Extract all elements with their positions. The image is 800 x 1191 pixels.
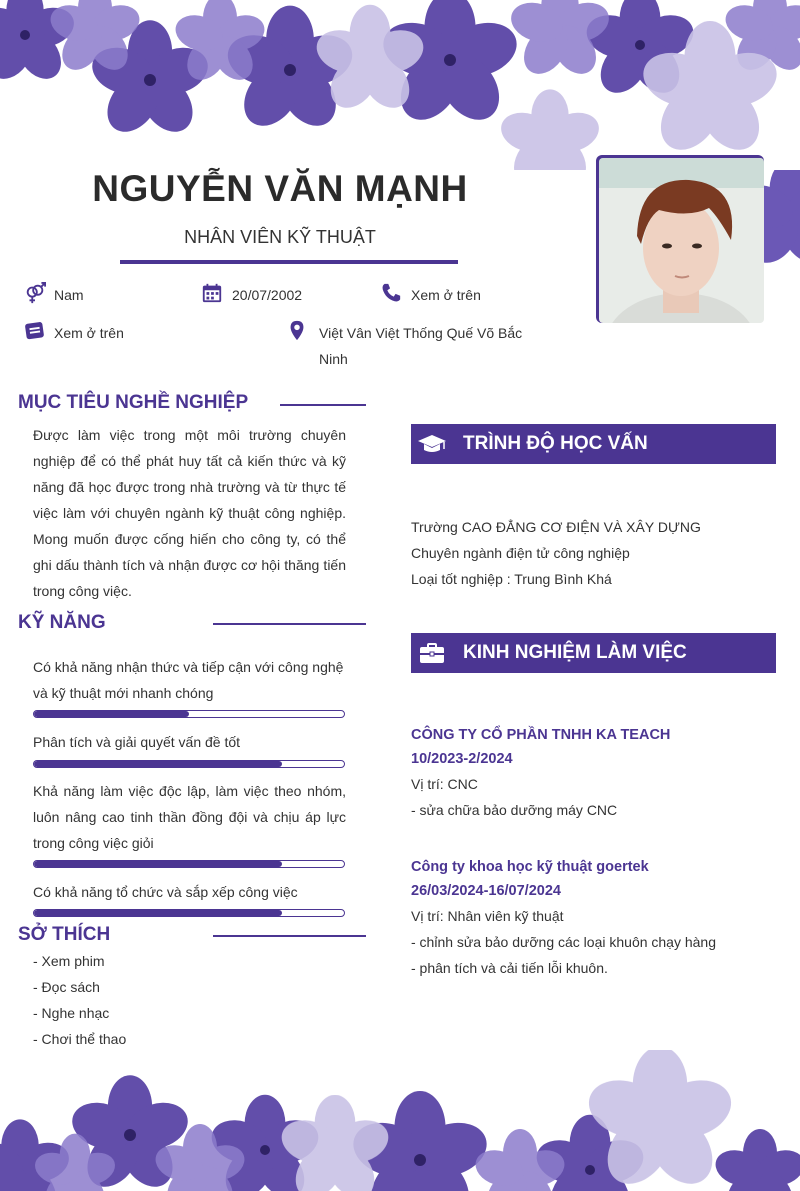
hobbies-list <box>33 948 126 1052</box>
objective-title: MỤC TIÊU NGHỀ NGHIỆP <box>18 392 249 413</box>
hobby-item: - Đọc sách <box>33 979 100 995</box>
address-value <box>319 320 522 372</box>
objective-line: việc làm với chuyên ngành kỹ thuật công nghiệp. <box>33 505 346 521</box>
objective-divider <box>280 404 366 406</box>
education-title: TRÌNH ĐỘ HỌC VẤN <box>463 433 648 454</box>
objective-line: nghiệp để có thể phát huy tất cả kiến thức và kỹ <box>33 453 346 469</box>
education-line: Trường CAO ĐẲNG CƠ ĐIỆN VÀ XÂY DỰNG <box>411 519 701 535</box>
candidate-name: NGUYỄN VĂN MẠNH <box>92 168 468 209</box>
gender-icon <box>24 282 46 304</box>
graduation-cap-icon <box>417 432 447 456</box>
hobby-item: - Nghe nhạc <box>33 1005 110 1021</box>
skill-level-fill <box>34 711 189 717</box>
skill-item <box>33 654 346 706</box>
skill-line: luôn nâng cao tinh thần đồng đội và chịu áp lực <box>33 809 346 825</box>
hobby-item: - Xem phim <box>33 953 105 969</box>
skill-level-bar <box>33 909 345 917</box>
job-period: 26/03/2024-16/07/2024 <box>411 883 561 899</box>
education-line: Chuyên ngành điện tử công nghiệp <box>411 545 630 561</box>
floral-footer-decoration <box>0 1050 800 1191</box>
education-banner <box>411 424 776 464</box>
address-line-1: Việt Vân Việt Thống Quế Võ Bắc <box>319 325 523 341</box>
job-period: 10/2023-2/2024 <box>411 751 513 767</box>
name-divider <box>120 260 458 264</box>
objective-line: Được làm việc trong một môi trường chuyên <box>33 427 346 443</box>
skill-item <box>33 778 346 856</box>
job-detail: - chỉnh sửa bảo dưỡng các loại khuôn chạy hàng <box>411 934 717 950</box>
floral-side-decoration <box>760 170 800 270</box>
job-entry <box>411 723 781 823</box>
job-company: Công ty khoa học kỹ thuật goertek <box>411 859 649 875</box>
objective-line: Mong muốn được cống hiến cho công ty, có thể <box>33 531 346 547</box>
calendar-icon <box>201 282 223 304</box>
skill-line: Có khả năng tổ chức và sắp xếp công việc <box>33 884 298 900</box>
skill-item <box>33 729 346 755</box>
address-line-2: Ninh <box>319 351 348 367</box>
job-entry <box>411 855 781 981</box>
skill-line: Phân tích và giải quyết vấn đề tốt <box>33 734 241 750</box>
objective-line: trong công việc. <box>33 583 132 599</box>
job-detail: - sửa chữa bảo dưỡng máy CNC <box>411 802 618 818</box>
job-detail: - phân tích và cải tiến lỗi khuôn. <box>411 960 608 976</box>
skill-level-fill <box>34 910 282 916</box>
skill-item <box>33 879 346 905</box>
email-value: Xem ở trên <box>54 325 124 341</box>
skill-level-bar <box>33 760 345 768</box>
location-pin-icon <box>286 320 308 342</box>
gender-value: Nam <box>54 287 84 303</box>
job-detail: Vị trí: CNC <box>411 776 478 792</box>
objective-line: năng đã học được trong nhà trường và từ thực tế <box>33 479 346 495</box>
job-detail: Vị trí: Nhân viên kỹ thuật <box>411 908 564 924</box>
skills-title: KỸ NĂNG <box>18 612 106 633</box>
hobby-item: - Chơi thể thao <box>33 1031 127 1047</box>
skill-level-fill <box>34 861 282 867</box>
objective-line: ghi dấu thành tích và nhận được cơ hội thăng tiến <box>33 557 346 573</box>
briefcase-icon <box>417 641 447 665</box>
skill-line: trong công việc giỏi <box>33 835 154 851</box>
profile-photo <box>599 158 764 323</box>
floral-header-decoration <box>0 0 800 170</box>
experience-banner <box>411 633 776 673</box>
education-line: Loại tốt nghiệp : Trung Bình Khá <box>411 571 612 587</box>
skills-divider <box>213 623 366 625</box>
email-icon <box>24 320 46 342</box>
education-details <box>411 514 781 592</box>
skill-line: Có khả năng nhận thức và tiếp cận với công nghệ <box>33 659 344 675</box>
skill-level-bar <box>33 860 345 868</box>
birthday-value: 20/07/2002 <box>232 287 303 303</box>
skill-level-bar <box>33 710 345 718</box>
skill-line: và kỹ thuật mới nhanh chóng <box>33 685 214 701</box>
phone-value: Xem ở trên <box>411 287 481 303</box>
job-company: CÔNG TY CỔ PHẦN TNHH KA TEACH <box>411 727 671 743</box>
phone-icon <box>380 282 402 304</box>
objective-text <box>33 422 346 604</box>
skill-level-fill <box>34 761 282 767</box>
hobbies-title: SỞ THÍCH <box>18 924 111 945</box>
skill-line: Khả năng làm việc độc lập, làm việc theo nhóm, <box>33 783 346 799</box>
job-title: NHÂN VIÊN KỸ THUẬT <box>184 227 376 247</box>
experience-title: KINH NGHIỆM LÀM VIỆC <box>463 642 687 663</box>
hobbies-divider <box>213 935 366 937</box>
